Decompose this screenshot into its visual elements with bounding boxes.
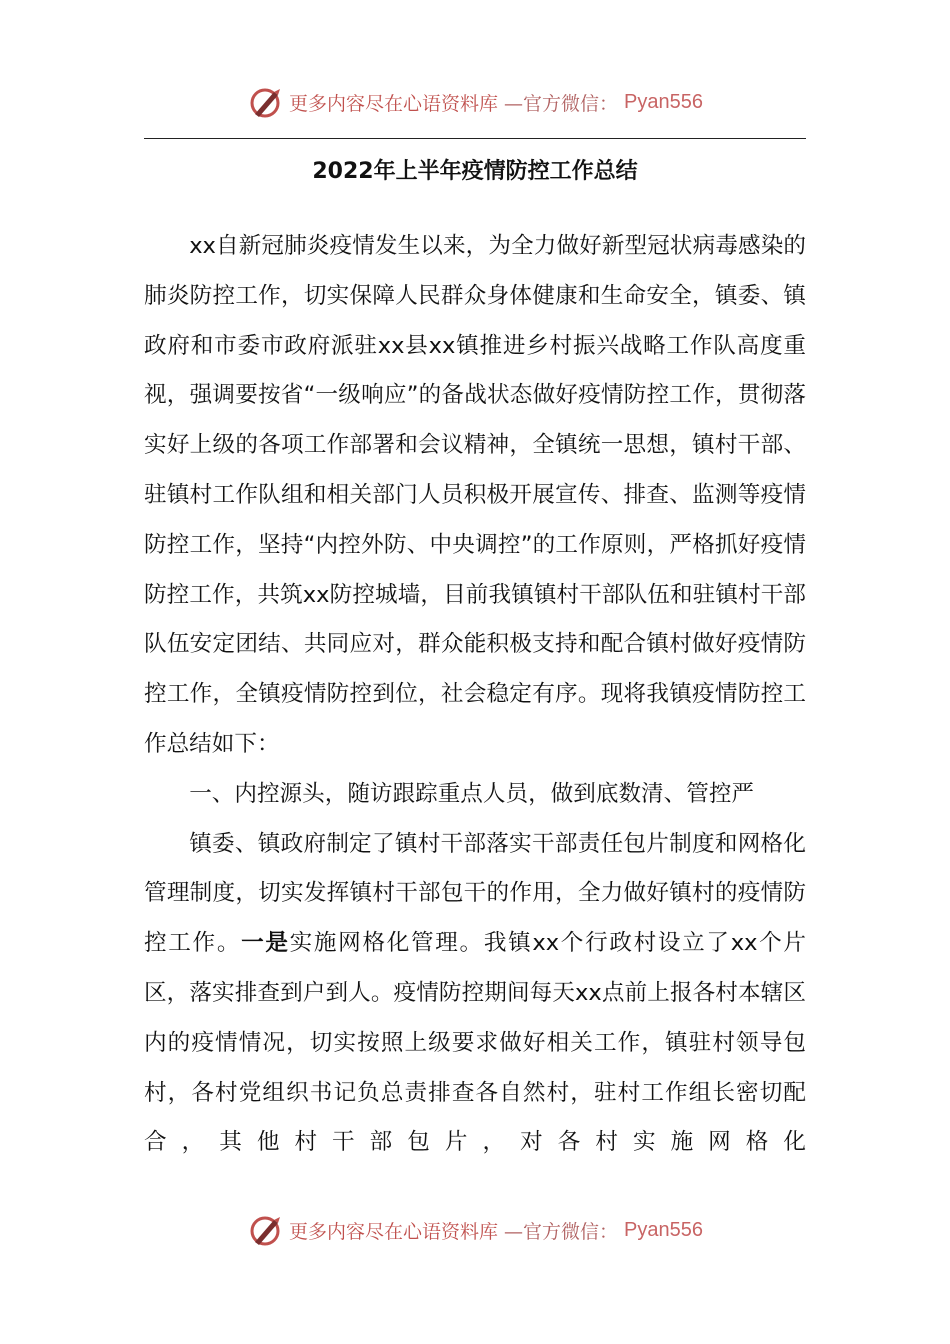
header-wechat-handle: Pyan556	[624, 90, 703, 113]
document-title: 2022年上半年疫情防控工作总结	[312, 159, 638, 184]
footer-site-text: 更多内容尽在心语资料库	[289, 1220, 499, 1243]
paragraph-section-1-part-a: 镇委、镇政府制定了镇村干部落实干部责任包片制度和网格化管理制度，切实发挥镇村干部包干的作用，全力做好镇村的疫情防控工作。	[144, 830, 806, 957]
footer-watermark	[0, 1210, 950, 1250]
pen-circle-logo-icon	[247, 1212, 283, 1248]
pen-circle-logo-icon	[247, 84, 283, 120]
paragraph-section-1-part-b: 实施网格化管理。我镇xx个行政村设立了xx个片区，落实排查到户到人。疫情防控期间每天xx点前上报各村本辖区内的疫情情况，切实按照上级要求做好相关工作，镇驻村领导包村，各村党组织书记负总责排查各自然村，驻村工作组长密切配合，其他村干部包片，对各村实施网格化	[144, 930, 806, 1156]
footer-separator: —官方微信：	[504, 1220, 619, 1243]
header-separator: —官方微信：	[504, 92, 619, 115]
header-watermark	[0, 82, 950, 122]
header-divider	[144, 138, 806, 139]
paragraph-section-1	[144, 820, 806, 1169]
header-site-text: 更多内容尽在心语资料库	[289, 92, 499, 115]
footer-wechat-handle: Pyan556	[624, 1218, 703, 1241]
document-body	[144, 222, 806, 1168]
section-heading-1: 一、内控源头，随访跟踪重点人员，做到底数清、管控严	[189, 780, 755, 807]
paragraph-section-1-bold: 一是	[241, 930, 290, 957]
paragraph-intro: xx自新冠肺炎疫情发生以来，为全力做好新型冠状病毒感染的肺炎防控工作，切实保障人民群众身体健康和生命安全，镇委、镇政府和市委市政府派驻xx县xx镇推进乡村振兴战略工作队高度重视，强调要按省“一级响应”的备战状态做好疫情防控工作，贯彻落实好上级的各项工作部署和会议精神，全镇统一思想，镇村干部、驻镇村工作队组和相关部门人员积极开展宣传、排查、监测等疫情防控工作，坚持“内控外防、中央调控”的工作原则，严格抓好疫情防控工作，共筑xx防控城墙，目前我镇镇村干部队伍和驻镇村干部队伍安定团结、共同应对，群众能积极支持和配合镇村做好疫情防控工作，全镇疫情防控到位，社会稳定有序。现将我镇疫情防控工作总结如下：	[144, 233, 806, 757]
